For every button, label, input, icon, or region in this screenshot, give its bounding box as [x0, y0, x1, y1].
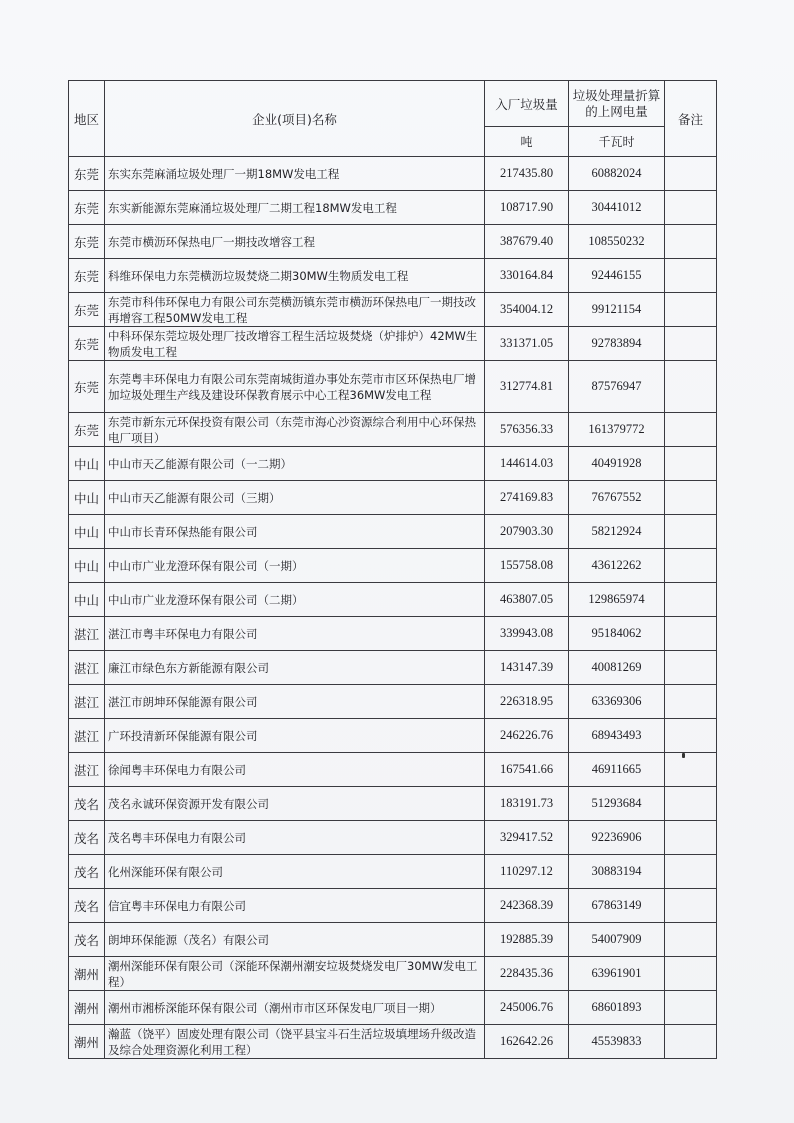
region-cell: 湛江: [69, 753, 105, 787]
waste-cell: 143147.39: [485, 651, 569, 685]
waste-cell: 144614.03: [485, 447, 569, 481]
header-region: 地区: [69, 81, 105, 157]
table-row: [69, 259, 717, 293]
waste-cell: 329417.52: [485, 821, 569, 855]
note-cell: [665, 327, 717, 361]
data-table: [68, 80, 717, 1059]
table-row: [69, 923, 717, 957]
power-cell: 92236906: [569, 821, 665, 855]
power-cell: 63961901: [569, 957, 665, 991]
header-note: 备注: [665, 81, 717, 157]
region-cell: 湛江: [69, 617, 105, 651]
name-cell: 中山市广业龙澄环保有限公司（二期）: [105, 583, 485, 617]
power-cell: 68943493: [569, 719, 665, 753]
name-cell: 徐闻粤丰环保电力有限公司: [105, 753, 485, 787]
name-cell: 中山市长青环保热能有限公司: [105, 515, 485, 549]
waste-cell: 167541.66: [485, 753, 569, 787]
power-cell: 92446155: [569, 259, 665, 293]
name-cell: 中山市天乙能源有限公司（一二期）: [105, 447, 485, 481]
name-cell: 广环投清新环保能源有限公司: [105, 719, 485, 753]
table-body: [69, 157, 717, 1059]
waste-cell: 242368.39: [485, 889, 569, 923]
region-cell: 中山: [69, 515, 105, 549]
power-cell: 95184062: [569, 617, 665, 651]
name-cell: 化州深能环保有限公司: [105, 855, 485, 889]
region-cell: 东莞: [69, 293, 105, 327]
power-cell: 99121154: [569, 293, 665, 327]
region-cell: 东莞: [69, 361, 105, 413]
note-cell: [665, 787, 717, 821]
power-cell: 63369306: [569, 685, 665, 719]
power-cell: 58212924: [569, 515, 665, 549]
table-row: [69, 957, 717, 991]
table-row: [69, 991, 717, 1025]
name-cell: 信宜粤丰环保电力有限公司: [105, 889, 485, 923]
name-cell: 东莞粤丰环保电力有限公司东莞南城街道办事处东莞市市区环保热电厂增加垃圾处理生产线及建设环保教育展示中心工程36MW发电工程: [105, 361, 485, 413]
table-row: [69, 225, 717, 259]
unit-power: 千瓦时: [569, 127, 665, 157]
table-row: [69, 1025, 717, 1059]
power-cell: 76767552: [569, 481, 665, 515]
waste-cell: 155758.08: [485, 549, 569, 583]
waste-cell: 274169.83: [485, 481, 569, 515]
header-power: 垃圾处理量折算的上网电量: [569, 81, 665, 127]
note-cell: [665, 361, 717, 413]
waste-cell: 183191.73: [485, 787, 569, 821]
header-row: [69, 81, 717, 127]
table-row: [69, 719, 717, 753]
region-cell: 茂名: [69, 787, 105, 821]
note-cell: [665, 685, 717, 719]
name-cell: 廉江市绿色东方新能源有限公司: [105, 651, 485, 685]
waste-cell: 576356.33: [485, 413, 569, 447]
table-row: [69, 821, 717, 855]
unit-waste: 吨: [485, 127, 569, 157]
name-cell: 瀚蓝（饶平）固废处理有限公司（饶平县宝斗石生活垃圾填埋场升级改造及综合处理资源化利用工程）: [105, 1025, 485, 1059]
region-cell: 潮州: [69, 1025, 105, 1059]
power-cell: 129865974: [569, 583, 665, 617]
waste-cell: 312774.81: [485, 361, 569, 413]
name-cell: 东莞市科伟环保电力有限公司东莞横沥镇东莞市横沥环保热电厂一期技改再增容工程50MW发电工程: [105, 293, 485, 327]
name-cell: 茂名粤丰环保电力有限公司: [105, 821, 485, 855]
scan-mark: [682, 753, 685, 758]
table-row: [69, 413, 717, 447]
note-cell: [665, 293, 717, 327]
power-cell: 51293684: [569, 787, 665, 821]
waste-cell: 217435.80: [485, 157, 569, 191]
region-cell: 东莞: [69, 157, 105, 191]
note-cell: [665, 413, 717, 447]
waste-cell: 226318.95: [485, 685, 569, 719]
region-cell: 茂名: [69, 923, 105, 957]
table-row: [69, 447, 717, 481]
name-cell: 湛江市朗坤环保能源有限公司: [105, 685, 485, 719]
table-row: [69, 549, 717, 583]
table-row: [69, 293, 717, 327]
power-cell: 161379772: [569, 413, 665, 447]
waste-cell: 108717.90: [485, 191, 569, 225]
waste-cell: 331371.05: [485, 327, 569, 361]
region-cell: 东莞: [69, 413, 105, 447]
note-cell: [665, 515, 717, 549]
waste-cell: 330164.84: [485, 259, 569, 293]
power-cell: 54007909: [569, 923, 665, 957]
region-cell: 潮州: [69, 957, 105, 991]
note-cell: [665, 191, 717, 225]
power-cell: 45539833: [569, 1025, 665, 1059]
power-cell: 30441012: [569, 191, 665, 225]
waste-cell: 228435.36: [485, 957, 569, 991]
table-row: [69, 651, 717, 685]
note-cell: [665, 889, 717, 923]
region-cell: 湛江: [69, 651, 105, 685]
waste-cell: 110297.12: [485, 855, 569, 889]
table-row: [69, 157, 717, 191]
region-cell: 潮州: [69, 991, 105, 1025]
note-cell: [665, 855, 717, 889]
waste-cell: 246226.76: [485, 719, 569, 753]
region-cell: 茂名: [69, 889, 105, 923]
table-row: [69, 481, 717, 515]
region-cell: 中山: [69, 481, 105, 515]
region-cell: 茂名: [69, 855, 105, 889]
waste-cell: 354004.12: [485, 293, 569, 327]
waste-cell: 245006.76: [485, 991, 569, 1025]
table-row: [69, 753, 717, 787]
table-row: [69, 515, 717, 549]
table-row: [69, 191, 717, 225]
note-cell: [665, 549, 717, 583]
waste-cell: 162642.26: [485, 1025, 569, 1059]
note-cell: [665, 617, 717, 651]
name-cell: 东莞市新东元环保投资有限公司（东莞市海心沙资源综合利用中心环保热电厂项目）: [105, 413, 485, 447]
table-row: [69, 685, 717, 719]
name-cell: 中科环保东莞垃圾处理厂技改增容工程生活垃圾焚烧（炉排炉）42MW生物质发电工程: [105, 327, 485, 361]
power-cell: 92783894: [569, 327, 665, 361]
power-cell: 40081269: [569, 651, 665, 685]
region-cell: 东莞: [69, 225, 105, 259]
power-cell: 60882024: [569, 157, 665, 191]
power-cell: 68601893: [569, 991, 665, 1025]
table-row: [69, 327, 717, 361]
region-cell: 中山: [69, 447, 105, 481]
region-cell: 中山: [69, 583, 105, 617]
table-row: [69, 617, 717, 651]
region-cell: 中山: [69, 549, 105, 583]
name-cell: 东实新能源东莞麻涌垃圾处理厂二期工程18MW发电工程: [105, 191, 485, 225]
name-cell: 朗坤环保能源（茂名）有限公司: [105, 923, 485, 957]
power-cell: 87576947: [569, 361, 665, 413]
note-cell: [665, 719, 717, 753]
table-row: [69, 361, 717, 413]
waste-cell: 463807.05: [485, 583, 569, 617]
name-cell: 科维环保电力东莞横沥垃圾焚烧二期30MW生物质发电工程: [105, 259, 485, 293]
table-row: [69, 855, 717, 889]
note-cell: [665, 753, 717, 787]
waste-cell: 339943.08: [485, 617, 569, 651]
name-cell: 东莞市横沥环保热电厂一期技改增容工程: [105, 225, 485, 259]
waste-cell: 192885.39: [485, 923, 569, 957]
name-cell: 潮州市湘桥深能环保有限公司（潮州市市区环保发电厂项目一期）: [105, 991, 485, 1025]
note-cell: [665, 225, 717, 259]
waste-cell: 387679.40: [485, 225, 569, 259]
name-cell: 中山市天乙能源有限公司（三期）: [105, 481, 485, 515]
region-cell: 东莞: [69, 191, 105, 225]
name-cell: 湛江市粤丰环保电力有限公司: [105, 617, 485, 651]
note-cell: [665, 1025, 717, 1059]
header-name: 企业(项目)名称: [105, 81, 485, 157]
power-cell: 30883194: [569, 855, 665, 889]
region-cell: 湛江: [69, 719, 105, 753]
note-cell: [665, 583, 717, 617]
note-cell: [665, 481, 717, 515]
region-cell: 东莞: [69, 259, 105, 293]
power-cell: 67863149: [569, 889, 665, 923]
region-cell: 茂名: [69, 821, 105, 855]
note-cell: [665, 259, 717, 293]
power-cell: 46911665: [569, 753, 665, 787]
header-waste: 入厂垃圾量: [485, 81, 569, 127]
table-row: [69, 889, 717, 923]
note-cell: [665, 651, 717, 685]
name-cell: 茂名永诚环保资源开发有限公司: [105, 787, 485, 821]
note-cell: [665, 447, 717, 481]
note-cell: [665, 957, 717, 991]
note-cell: [665, 821, 717, 855]
note-cell: [665, 157, 717, 191]
note-cell: [665, 991, 717, 1025]
table-row: [69, 787, 717, 821]
name-cell: 东实东莞麻涌垃圾处理厂一期18MW发电工程: [105, 157, 485, 191]
power-cell: 108550232: [569, 225, 665, 259]
power-cell: 43612262: [569, 549, 665, 583]
waste-cell: 207903.30: [485, 515, 569, 549]
name-cell: 中山市广业龙澄环保有限公司（一期）: [105, 549, 485, 583]
name-cell: 潮州深能环保有限公司（深能环保潮州潮安垃圾焚烧发电厂30MW发电工程）: [105, 957, 485, 991]
note-cell: [665, 923, 717, 957]
power-cell: 40491928: [569, 447, 665, 481]
table-row: [69, 583, 717, 617]
region-cell: 湛江: [69, 685, 105, 719]
region-cell: 东莞: [69, 327, 105, 361]
